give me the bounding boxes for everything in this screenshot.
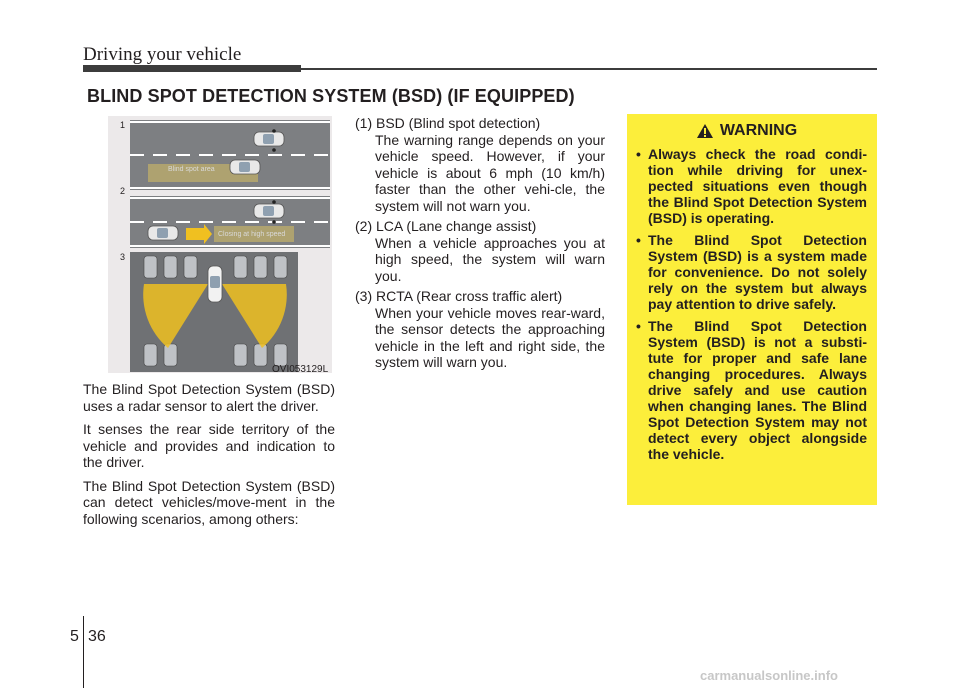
warning-text: Always check the road condi-tion while driving for unex-pected situations even though the Blind Spot Detection System (BSD) is operating. <box>648 146 867 226</box>
scenario-item <box>355 288 605 371</box>
car-icon <box>230 160 260 174</box>
warning-list <box>636 146 867 462</box>
scenario-title: (3) RCTA (Rear cross traffic alert) <box>355 288 563 304</box>
scenario-desc: The warning range depends on your vehicle speed. However, if your vehicle is about 6 mph (10 km/h) faster than the other vehi-cle, the system will not warn you. <box>375 131 605 214</box>
warning-text: The Blind Spot Detection System (BSD) is not a substi-tute for proper and safe lane changing procedures. Always drive safely and use caution when changing lanes. The Blind Spot Detection System may not detect every object alongside the vehicle. <box>648 318 867 462</box>
warning-text: The Blind Spot Detection System (BSD) is a system made for convenience. Do not solely rely on the system but always pay attention to drive safely. <box>648 232 867 312</box>
figure-code: OVI053129L <box>272 364 329 375</box>
bsd-illustration <box>108 116 332 373</box>
warning-triangle-icon <box>696 123 714 139</box>
page-number: 36 <box>88 628 106 645</box>
scenario-3-number: 3 <box>120 252 126 262</box>
blind-spot-label: Blind spot area <box>168 166 215 173</box>
section-title: BLIND SPOT DETECTION SYSTEM (BSD) (IF EQUIPPED) <box>87 86 575 106</box>
scenario-title: (2) LCA (Lane change assist) <box>355 218 537 234</box>
warning-item <box>636 232 867 312</box>
warning-title: WARNING <box>719 122 798 139</box>
car-icon <box>254 132 284 146</box>
intro-column <box>83 381 335 534</box>
bullet: • <box>636 232 641 248</box>
scenario-1-number: 1 <box>120 120 126 130</box>
page-separator <box>83 616 84 688</box>
scenario-item <box>355 115 605 214</box>
scenario-desc: When a vehicle approaches you at high speed, the system will warn you. <box>375 234 605 284</box>
intro-paragraph: The Blind Spot Detection System (BSD) uses a radar sensor to alert the driver. <box>83 381 335 414</box>
scenario-2-number: 2 <box>120 186 126 196</box>
header-rule-thin <box>301 68 877 70</box>
car-icon <box>254 204 284 218</box>
scenario-item <box>355 218 605 284</box>
warning-box <box>627 114 877 505</box>
scenario-title: (1) BSD (Blind spot detection) <box>355 115 541 131</box>
scenario-list <box>355 115 605 375</box>
bullet: • <box>636 318 641 334</box>
bullet: • <box>636 146 641 162</box>
header-rule <box>83 65 301 72</box>
scenario-desc: When your vehicle moves rear-ward, the sensor detects the approaching vehicle in the left and right side, the system will warn you. <box>375 304 605 370</box>
warning-item <box>636 318 867 462</box>
closing-speed-label: Closing at high speed <box>218 231 286 238</box>
site-watermark: carmanualsonline.info <box>700 668 838 683</box>
car-icon <box>148 226 178 240</box>
car-icon <box>208 266 222 302</box>
intro-paragraph: The Blind Spot Detection System (BSD) can detect vehicles/move-ment in the following scenarios, among others: <box>83 477 335 527</box>
page-chapter: 5 <box>70 628 79 645</box>
warning-item <box>636 146 867 226</box>
warning-header <box>626 122 867 140</box>
intro-paragraph: It senses the rear side territory of the vehicle and provides and indication to the driver. <box>83 421 335 470</box>
chapter-title: Driving your vehicle <box>83 44 242 65</box>
